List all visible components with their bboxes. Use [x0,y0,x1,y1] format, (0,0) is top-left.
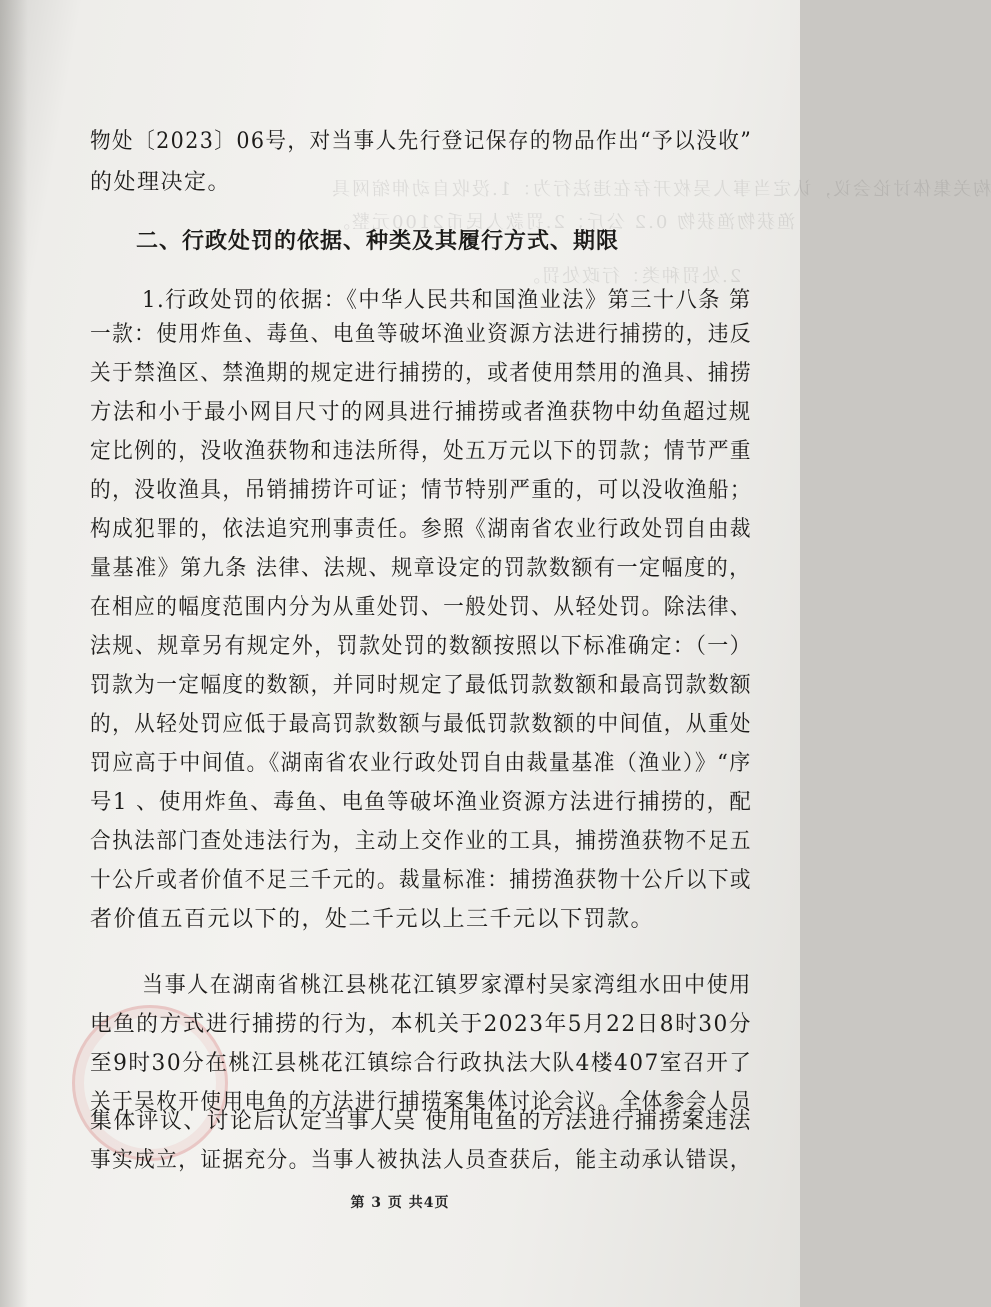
doc-line-26: 事实成立，证据充分。当事人被执法人员查获后，能主动承认错误， [90,1148,753,1173]
doc-line-23: 至9时30分在桃江县桃花江镇综合行政执法大队4楼407室召开了 [90,1051,753,1076]
doc-line-21: 当事人在湖南省桃江县桃花江镇罗家潭村吴家湾组水田中使用 [142,973,752,998]
doc-line-10: 构成犯罪的，依法追究刑事责任。参照《湖南省农业行政处罚自由裁 [90,517,753,542]
doc-line-9: 的，没收渔具，吊销捕捞许可证；情节特别严重的，可以没收渔船； [90,478,753,503]
doc-line-22: 电鱼的方式进行捕捞的行为，本机关于2023年5月22日8时30分 [90,1012,752,1037]
bleed-through: 2.处罚种类：行政处罚。 [520,266,742,287]
doc-line-20: 者价值五百元以下的，处二千元以上三千元以下罚款。 [90,907,655,932]
doc-line-13: 法规、规章另有规定外，罚款处罚的数额按照以下标准确定：（一） [90,634,753,659]
doc-line-2: 的处理决定。 [90,170,232,195]
doc-line-15: 的，从轻处罚应低于最高罚款数额与最低罚款数额的中间值，从重处 [90,712,753,737]
page-edge-shadow [0,0,28,1307]
doc-line-24: 关于吴枚开使用电鱼的方法进行捕捞案集体讨论会议。全体参会人员 [90,1090,753,1115]
doc-line-18: 合执法部门查处违法行为，主动上交作业的工具，捕捞渔获物不足五 [90,829,753,854]
page-footer: 第 3 页 共4页 [350,1195,450,1211]
doc-line-5: 一款：使用炸鱼、毒鱼、电鱼等破坏渔业资源方法进行捕捞的，违反 [90,322,753,347]
bleed-through: 构关集体讨论会议，认定当事人吴枚开存在违法行为：1.没收自动伸缩网具 [330,179,991,200]
doc-line-6: 关于禁渔区、禁渔期的规定进行捕捞的，或者使用禁用的渔具、捕捞 [90,361,753,386]
doc-line-11: 量基准》第九条 法律、法规、规章设定的罚款数额有一定幅度的， [90,556,752,581]
doc-line-25: 集体评议、讨论后认定当事人吴 使用电鱼的方法进行捕捞案违法 [90,1109,752,1134]
doc-line-7: 方法和小于最小网目尺寸的网具进行捕捞或者渔获物中幼鱼超过规 [90,400,752,425]
doc-line-12: 在相应的幅度范围内分为从重处罚、一般处罚、从轻处罚。除法律、 [90,595,753,620]
doc-line-14: 罚款为一定幅度的数额，并同时规定了最低罚款数额和最高罚款数额 [90,673,753,698]
doc-line-17: 号1 、使用炸鱼、毒鱼、电鱼等破坏渔业资源方法进行捕捞的，配 [90,790,753,815]
doc-line-16: 罚应高于中间值。《湖南省农业行政处罚自由裁量基准（渔业）》“序 [90,751,752,776]
doc-line-4: 1.行政处罚的依据：《中华人民共和国渔业法》第三十八条 第 [142,288,752,313]
doc-line-19: 十公斤或者价值不足三千元的。裁量标准：捕捞渔获物十公斤以下或 [90,868,753,893]
section-heading: 二、行政处罚的依据、种类及其履行方式、期限 [136,228,620,254]
doc-line-8: 定比例的，没收渔获物和违法所得，处五万元以下的罚款；情节严重 [90,439,753,464]
bleed-through: 渔获物渔获物 0.2 公斤；2.罚款人民币2100元整。 [330,212,796,233]
doc-line-1: 物处〔2023〕06号，对当事人先行登记保存的物品作出“予以没收” [90,129,753,154]
